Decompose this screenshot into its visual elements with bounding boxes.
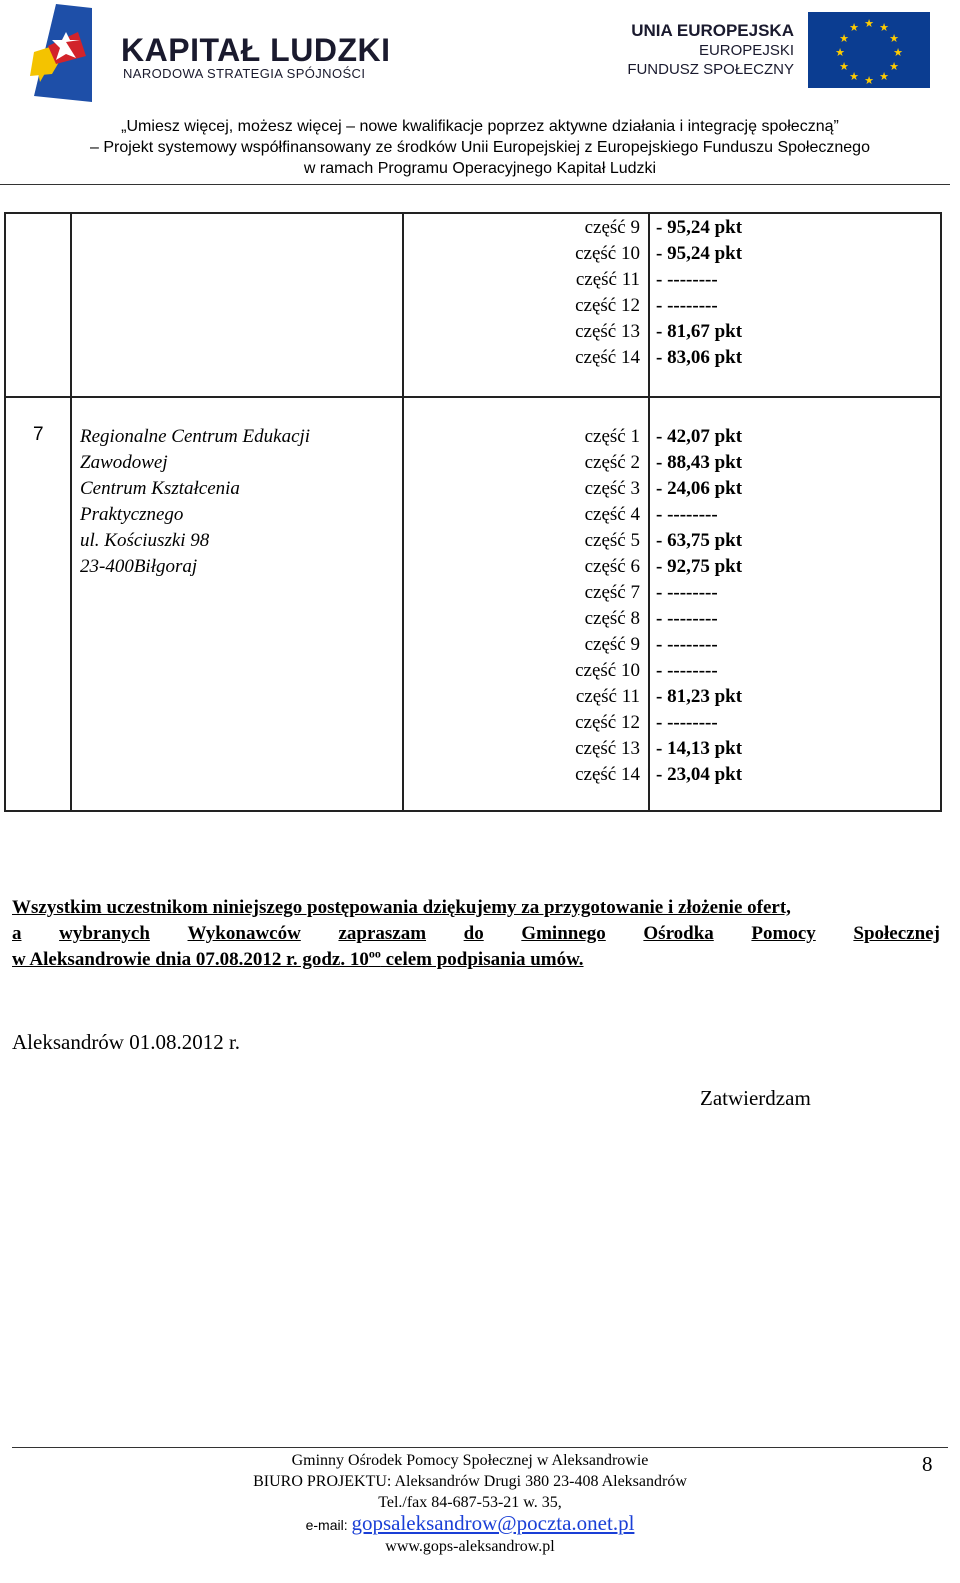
contractor-name-line: Centrum Kształcenia xyxy=(80,478,240,499)
part-label: część 4 xyxy=(584,504,640,525)
row-number: 7 xyxy=(33,424,44,445)
closing-word: Wykonawców xyxy=(187,923,301,944)
part-label: część 5 xyxy=(584,530,640,551)
eu-line-1: UNIA EUROPEJSKA xyxy=(631,21,794,40)
part-label: część 1 xyxy=(584,426,640,447)
closing-word: a xyxy=(12,923,22,944)
svg-text:★: ★ xyxy=(864,17,874,30)
points-value: - -------- xyxy=(656,712,718,733)
part-label: część 13 xyxy=(575,738,640,759)
points-value: - 24,06 pkt xyxy=(656,478,743,499)
parts-cell xyxy=(403,213,649,397)
part-label: część 11 xyxy=(575,686,640,707)
closing-word: Ośrodka xyxy=(643,923,714,944)
points-value: - -------- xyxy=(656,634,718,655)
svg-text:★: ★ xyxy=(839,32,849,45)
points-value: - 42,07 pkt xyxy=(656,426,743,447)
contractor-name-line: ul. Kościuszki 98 xyxy=(80,530,210,551)
points-value: - -------- xyxy=(656,582,718,603)
part-label: część 10 xyxy=(575,660,640,681)
points-value: - 88,43 pkt xyxy=(656,452,743,473)
svg-text:★: ★ xyxy=(893,46,903,59)
page-footer xyxy=(100,1450,840,1557)
closing-statement xyxy=(12,895,940,973)
email-link[interactable]: gopsaleksandrow@poczta.onet.pl xyxy=(351,1511,635,1535)
points-value: - 83,06 pkt xyxy=(656,347,743,368)
eu-line-2: EUROPEJSKI xyxy=(698,42,794,59)
part-label: część 8 xyxy=(584,608,640,629)
closing-word: Gminnego xyxy=(521,923,606,944)
svg-text:★: ★ xyxy=(879,70,889,83)
slogan-line-1: „Umiesz więcej, możesz więcej – nowe kwalifikacje poprzez aktywne działania i integrację społeczną” xyxy=(121,118,839,135)
footer-address: BIURO PROJEKTU: Aleksandrów Drugi 380 23-408 Aleksandrów xyxy=(253,1473,687,1490)
contractor-name-line: Regionalne Centrum Edukacji xyxy=(80,426,311,447)
logo-title: KAPITAŁ LUDZKI xyxy=(121,32,391,68)
part-label: część 12 xyxy=(575,712,640,733)
table-row xyxy=(5,397,941,811)
closing-line-3-text: w Aleksandrowie dnia 07.08.2012 r. godz. 10 xyxy=(12,949,369,970)
svg-text:★: ★ xyxy=(864,74,874,87)
page-number: 8 xyxy=(922,1452,933,1476)
part-label: część 7 xyxy=(584,582,640,603)
closing-word: wybranych xyxy=(59,923,150,944)
points-value: - 95,24 pkt xyxy=(656,243,743,264)
page-header xyxy=(0,0,960,186)
footer-email-row xyxy=(100,1513,840,1536)
results-table xyxy=(4,212,942,812)
footer-phone: Tel./fax 84-687-53-21 w. 35, xyxy=(378,1494,562,1511)
part-label: część 9 xyxy=(584,217,640,238)
closing-word: Pomocy xyxy=(751,923,816,944)
approval-label: Zatwierdzam xyxy=(700,1086,811,1110)
points-list xyxy=(650,398,940,788)
svg-text:★: ★ xyxy=(835,46,845,59)
points-value: - 23,04 pkt xyxy=(656,764,743,785)
eu-fund-label xyxy=(600,20,794,79)
part-label: część 13 xyxy=(575,321,640,342)
contractor-name-line: Praktycznego xyxy=(80,504,184,525)
points-value: - 14,13 pkt xyxy=(656,738,743,759)
part-label: część 12 xyxy=(575,295,640,316)
part-label: część 14 xyxy=(575,764,640,785)
closing-line-3 xyxy=(12,947,940,973)
parts-list xyxy=(404,398,648,788)
points-value: - -------- xyxy=(656,608,718,629)
closing-line-3-end: celem podpisania umów. xyxy=(380,949,584,970)
contractor-name-line: 23-400Biłgoraj xyxy=(80,556,198,577)
closing-word: zapraszam xyxy=(338,923,427,944)
points-value: - 92,75 pkt xyxy=(656,556,743,577)
points-value: - 81,67 pkt xyxy=(656,321,743,342)
part-label: część 6 xyxy=(584,556,640,577)
points-value: - -------- xyxy=(656,660,718,681)
points-cell xyxy=(649,397,941,811)
footer-website: www.gops-aleksandrow.pl xyxy=(385,1538,555,1555)
footer-divider xyxy=(12,1447,948,1448)
part-label: część 3 xyxy=(584,478,640,499)
svg-text:★: ★ xyxy=(889,60,899,73)
contractor-name-line: Zawodowej xyxy=(80,452,168,473)
points-value: - 95,24 pkt xyxy=(656,217,743,238)
footer-org: Gminny Ośrodek Pomocy Społecznej w Aleksandrowie xyxy=(291,1452,649,1469)
email-label: e-mail: xyxy=(305,1517,352,1533)
points-value: - -------- xyxy=(656,269,718,290)
contractor-name xyxy=(72,398,402,580)
closing-word: Społecznej xyxy=(853,923,940,944)
part-label: część 14 xyxy=(575,347,640,368)
slogan-line-3: w ramach Programu Operacyjnego Kapitał Ludzki xyxy=(303,160,657,177)
points-list xyxy=(650,214,940,371)
lp-cell xyxy=(5,397,71,811)
svg-text:★: ★ xyxy=(879,21,889,34)
svg-text:★: ★ xyxy=(849,70,859,83)
place-and-date: Aleksandrów 01.08.2012 r. xyxy=(12,1030,241,1054)
points-value: - 63,75 pkt xyxy=(656,530,743,551)
svg-text:★: ★ xyxy=(839,60,849,73)
logo-subtitle: NARODOWA STRATEGIA SPÓJNOŚCI xyxy=(123,66,366,81)
contractor-cell xyxy=(71,397,403,811)
slogan-line-2: – Projekt systemowy współfinansowany ze środków Unii Europejskiej z Europejskiego Funduszu Społecznego xyxy=(90,139,870,156)
project-slogan xyxy=(0,116,960,179)
eu-flag-icon xyxy=(808,12,930,88)
svg-text:★: ★ xyxy=(849,21,859,34)
part-label: część 2 xyxy=(584,452,640,473)
points-value: - -------- xyxy=(656,295,718,316)
lp-cell xyxy=(5,213,71,397)
closing-word: do xyxy=(463,923,484,944)
header-divider xyxy=(0,184,950,185)
part-label: część 9 xyxy=(584,634,640,655)
svg-text:★: ★ xyxy=(889,32,899,45)
closing-line-2 xyxy=(12,921,940,947)
table-row xyxy=(5,213,941,397)
points-cell xyxy=(649,213,941,397)
parts-list xyxy=(404,214,648,371)
closing-line-1: Wszystkim uczestnikom niniejszego postępowania dziękujemy za przygotowanie i złożenie ofert, xyxy=(12,897,791,918)
eu-line-3: FUNDUSZ SPOŁECZNY xyxy=(627,61,794,78)
points-value: - -------- xyxy=(656,504,718,525)
part-label: część 10 xyxy=(575,243,640,264)
points-value: - 81,23 pkt xyxy=(656,686,743,707)
hour-superscript: oo xyxy=(368,946,381,961)
kapital-ludzki-logo-icon xyxy=(26,2,96,104)
part-label: część 11 xyxy=(575,269,640,290)
contractor-cell xyxy=(71,213,403,397)
parts-cell xyxy=(403,397,649,811)
